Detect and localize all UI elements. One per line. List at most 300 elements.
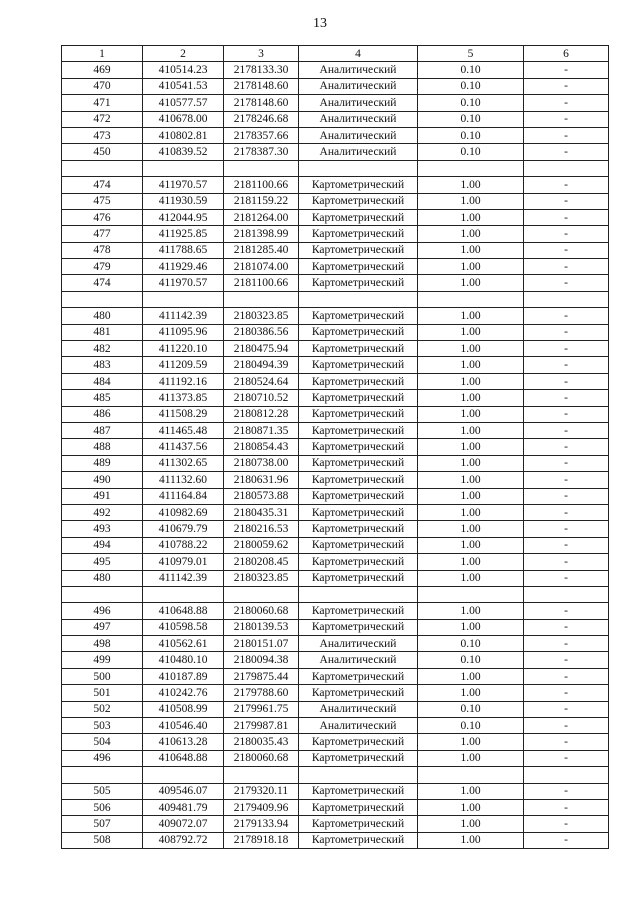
- table-cell: Картометрический: [299, 750, 418, 766]
- table-cell: [143, 767, 224, 783]
- table-cell: 408792.72: [143, 832, 224, 848]
- table-cell: 0.10: [418, 144, 524, 160]
- table-row: [62, 701, 609, 717]
- table-cell: -: [524, 832, 609, 848]
- table-cell: 410648.88: [143, 603, 224, 619]
- table-cell: 474: [62, 275, 143, 291]
- table-cell: 480: [62, 570, 143, 586]
- table-cell: 1.00: [418, 504, 524, 520]
- table-cell: 411209.59: [143, 357, 224, 373]
- table-cell: Картометрический: [299, 799, 418, 815]
- table-cell: 0.10: [418, 62, 524, 78]
- table-row: [62, 718, 609, 734]
- table-cell: 410802.81: [143, 127, 224, 143]
- table-cell: 410577.57: [143, 95, 224, 111]
- table-row: [62, 62, 609, 78]
- table-cell: [524, 767, 609, 783]
- table-cell: 1.00: [418, 259, 524, 275]
- table-cell: -: [524, 619, 609, 635]
- table-row: [62, 111, 609, 127]
- table-cell: 409072.07: [143, 816, 224, 832]
- table-cell: 2180323.85: [224, 308, 299, 324]
- table-row: [62, 209, 609, 225]
- table-row: [62, 193, 609, 209]
- table-cell: 2180631.96: [224, 472, 299, 488]
- table-cell: -: [524, 111, 609, 127]
- table-cell: 492: [62, 504, 143, 520]
- table-cell: 2181100.66: [224, 275, 299, 291]
- table-cell: -: [524, 521, 609, 537]
- table-row: [62, 160, 609, 176]
- table-row: [62, 750, 609, 766]
- table-cell: -: [524, 636, 609, 652]
- table-cell: -: [524, 701, 609, 717]
- table-row: [62, 422, 609, 438]
- table-cell: 0.10: [418, 127, 524, 143]
- table-cell: 498: [62, 636, 143, 652]
- table-cell: 2180812.28: [224, 406, 299, 422]
- table-cell: 473: [62, 127, 143, 143]
- table-row: [62, 95, 609, 111]
- table-cell: 496: [62, 603, 143, 619]
- table-cell: 497: [62, 619, 143, 635]
- table-cell: 508: [62, 832, 143, 848]
- table-cell: -: [524, 734, 609, 750]
- table-cell: Картометрический: [299, 324, 418, 340]
- table-cell: 411929.46: [143, 259, 224, 275]
- table-cell: 479: [62, 259, 143, 275]
- table-cell: 2180854.43: [224, 439, 299, 455]
- table-cell: 1.00: [418, 488, 524, 504]
- table-cell: 1.00: [418, 242, 524, 258]
- table-cell: 1.00: [418, 422, 524, 438]
- table-row: [62, 537, 609, 553]
- header-cell: 6: [524, 46, 609, 62]
- table-cell: 411192.16: [143, 373, 224, 389]
- table-cell: Картометрический: [299, 259, 418, 275]
- table-cell: 488: [62, 439, 143, 455]
- table-cell: 2179961.75: [224, 701, 299, 717]
- table-row: [62, 668, 609, 684]
- table-cell: 1.00: [418, 521, 524, 537]
- table-cell: 410788.22: [143, 537, 224, 553]
- table-cell: 1.00: [418, 357, 524, 373]
- table-cell: 410679.79: [143, 521, 224, 537]
- table-cell: 1.00: [418, 554, 524, 570]
- table-row: [62, 259, 609, 275]
- table-cell: 500: [62, 668, 143, 684]
- table-cell: 478: [62, 242, 143, 258]
- table-cell: 409481.79: [143, 799, 224, 815]
- table-cell: 411788.65: [143, 242, 224, 258]
- table-cell: 411970.57: [143, 275, 224, 291]
- table-cell: 499: [62, 652, 143, 668]
- table-cell: 1.00: [418, 537, 524, 553]
- table-cell: 505: [62, 783, 143, 799]
- table-cell: Картометрический: [299, 357, 418, 373]
- table-cell: Картометрический: [299, 242, 418, 258]
- table-cell: Картометрический: [299, 488, 418, 504]
- table-cell: -: [524, 341, 609, 357]
- table-cell: -: [524, 144, 609, 160]
- table-row: [62, 226, 609, 242]
- table-cell: 2178148.60: [224, 95, 299, 111]
- table-cell: -: [524, 209, 609, 225]
- table-cell: 1.00: [418, 308, 524, 324]
- table-cell: Аналитический: [299, 95, 418, 111]
- table-cell: 470: [62, 78, 143, 94]
- table-cell: -: [524, 685, 609, 701]
- table-row: [62, 127, 609, 143]
- table-cell: Картометрический: [299, 472, 418, 488]
- table-cell: -: [524, 488, 609, 504]
- table-cell: 411930.59: [143, 193, 224, 209]
- table-cell: 1.00: [418, 668, 524, 684]
- table-row: [62, 390, 609, 406]
- table-cell: 1.00: [418, 193, 524, 209]
- table-row: [62, 472, 609, 488]
- table-cell: 2180208.45: [224, 554, 299, 570]
- table-cell: 410613.28: [143, 734, 224, 750]
- table-cell: [224, 160, 299, 176]
- table-cell: Картометрический: [299, 406, 418, 422]
- table-cell: 411142.39: [143, 570, 224, 586]
- table-cell: 471: [62, 95, 143, 111]
- table-cell: -: [524, 718, 609, 734]
- table-cell: 1.00: [418, 619, 524, 635]
- table-cell: 2179133.94: [224, 816, 299, 832]
- table-cell: -: [524, 799, 609, 815]
- table-cell: 1.00: [418, 799, 524, 815]
- table-cell: 2181285.40: [224, 242, 299, 258]
- table-cell: 1.00: [418, 750, 524, 766]
- table-cell: 504: [62, 734, 143, 750]
- table-cell: Картометрический: [299, 439, 418, 455]
- table-cell: [143, 291, 224, 307]
- header-cell: 2: [143, 46, 224, 62]
- table-cell: -: [524, 816, 609, 832]
- table-row: [62, 521, 609, 537]
- table-cell: Картометрический: [299, 537, 418, 553]
- table-cell: 411508.29: [143, 406, 224, 422]
- table-cell: 1.00: [418, 816, 524, 832]
- table-row: [62, 734, 609, 750]
- table-cell: -: [524, 472, 609, 488]
- table-cell: 410508.99: [143, 701, 224, 717]
- table-cell: [299, 767, 418, 783]
- table-cell: Аналитический: [299, 144, 418, 160]
- table-cell: -: [524, 226, 609, 242]
- table-cell: Картометрический: [299, 619, 418, 635]
- table-body: [62, 46, 609, 849]
- table-cell: 1.00: [418, 209, 524, 225]
- table-cell: 2180323.85: [224, 570, 299, 586]
- table-cell: 1.00: [418, 226, 524, 242]
- table-cell: 2179987.81: [224, 718, 299, 734]
- table-row: [62, 406, 609, 422]
- table-cell: 2180060.68: [224, 750, 299, 766]
- table-cell: 410242.76: [143, 685, 224, 701]
- table-cell: -: [524, 373, 609, 389]
- table-cell: 2179409.96: [224, 799, 299, 815]
- table-cell: [62, 586, 143, 602]
- table-cell: 502: [62, 701, 143, 717]
- header-cell: 5: [418, 46, 524, 62]
- table-cell: 411164.84: [143, 488, 224, 504]
- table-cell: 1.00: [418, 472, 524, 488]
- table-cell: 485: [62, 390, 143, 406]
- table-cell: 482: [62, 341, 143, 357]
- table-cell: 490: [62, 472, 143, 488]
- table-cell: Картометрический: [299, 177, 418, 193]
- table-cell: 412044.95: [143, 209, 224, 225]
- table-cell: 411095.96: [143, 324, 224, 340]
- table-cell: 1.00: [418, 734, 524, 750]
- table-cell: [299, 160, 418, 176]
- table-cell: 450: [62, 144, 143, 160]
- table-cell: -: [524, 750, 609, 766]
- table-cell: 0.10: [418, 78, 524, 94]
- coordinates-table: [61, 45, 609, 849]
- table-cell: 484: [62, 373, 143, 389]
- table-cell: 477: [62, 226, 143, 242]
- table-cell: 2180151.07: [224, 636, 299, 652]
- table-cell: 493: [62, 521, 143, 537]
- table-cell: [418, 291, 524, 307]
- table-cell: 411925.85: [143, 226, 224, 242]
- table-cell: Картометрический: [299, 668, 418, 684]
- table-row: [62, 832, 609, 848]
- table-row: [62, 341, 609, 357]
- table-cell: 2178133.30: [224, 62, 299, 78]
- table-row: [62, 652, 609, 668]
- table-row: [62, 554, 609, 570]
- table-cell: 1.00: [418, 439, 524, 455]
- table-cell: 409546.07: [143, 783, 224, 799]
- table-cell: Картометрический: [299, 390, 418, 406]
- table-cell: Картометрический: [299, 455, 418, 471]
- table-cell: 410678.00: [143, 111, 224, 127]
- table-cell: 2180475.94: [224, 341, 299, 357]
- table-cell: 2180710.52: [224, 390, 299, 406]
- table-row: [62, 488, 609, 504]
- table-cell: 472: [62, 111, 143, 127]
- table-cell: 486: [62, 406, 143, 422]
- table-cell: [524, 586, 609, 602]
- table-cell: 2178357.66: [224, 127, 299, 143]
- table-cell: 2180216.53: [224, 521, 299, 537]
- table-cell: -: [524, 603, 609, 619]
- table-cell: 410648.88: [143, 750, 224, 766]
- table-cell: [62, 767, 143, 783]
- table-cell: 1.00: [418, 177, 524, 193]
- table-cell: 0.10: [418, 718, 524, 734]
- table-cell: Картометрический: [299, 275, 418, 291]
- table-cell: 411437.56: [143, 439, 224, 455]
- table-cell: 0.10: [418, 701, 524, 717]
- table-cell: 2180573.88: [224, 488, 299, 504]
- table-cell: [62, 160, 143, 176]
- table-cell: [224, 291, 299, 307]
- table-cell: 2179875.44: [224, 668, 299, 684]
- table-cell: 2179788.60: [224, 685, 299, 701]
- table-cell: -: [524, 406, 609, 422]
- table-cell: -: [524, 422, 609, 438]
- table-cell: -: [524, 127, 609, 143]
- table-cell: [224, 586, 299, 602]
- table-cell: 411373.85: [143, 390, 224, 406]
- table-row: [62, 603, 609, 619]
- table-cell: 410546.40: [143, 718, 224, 734]
- table-row: [62, 177, 609, 193]
- table-cell: [143, 586, 224, 602]
- table-cell: 0.10: [418, 111, 524, 127]
- table-cell: Картометрический: [299, 832, 418, 848]
- table-cell: -: [524, 242, 609, 258]
- table-cell: 410979.01: [143, 554, 224, 570]
- table-cell: 506: [62, 799, 143, 815]
- table-cell: 475: [62, 193, 143, 209]
- table-cell: 2181159.22: [224, 193, 299, 209]
- table-cell: 2178246.68: [224, 111, 299, 127]
- table-cell: 2178148.60: [224, 78, 299, 94]
- table-cell: [524, 160, 609, 176]
- table-cell: -: [524, 537, 609, 553]
- table-cell: 410480.10: [143, 652, 224, 668]
- table-cell: 1.00: [418, 570, 524, 586]
- table-cell: 410982.69: [143, 504, 224, 520]
- page-number: 13: [313, 16, 327, 31]
- table-cell: [299, 291, 418, 307]
- table-row: [62, 78, 609, 94]
- table-cell: -: [524, 357, 609, 373]
- table-cell: 507: [62, 816, 143, 832]
- table-cell: 1.00: [418, 341, 524, 357]
- table-cell: 496: [62, 750, 143, 766]
- table-cell: Аналитический: [299, 636, 418, 652]
- table-cell: 411465.48: [143, 422, 224, 438]
- table-cell: Картометрический: [299, 554, 418, 570]
- table-cell: 410598.58: [143, 619, 224, 635]
- table-cell: [418, 586, 524, 602]
- table-cell: Аналитический: [299, 701, 418, 717]
- table-cell: Картометрический: [299, 193, 418, 209]
- table-cell: 1.00: [418, 390, 524, 406]
- table-row: [62, 685, 609, 701]
- table-cell: [299, 586, 418, 602]
- table-cell: -: [524, 390, 609, 406]
- table-cell: 410514.23: [143, 62, 224, 78]
- table-cell: 494: [62, 537, 143, 553]
- table-cell: 487: [62, 422, 143, 438]
- table-cell: -: [524, 95, 609, 111]
- table-cell: 411132.60: [143, 472, 224, 488]
- table-cell: 1.00: [418, 832, 524, 848]
- table-cell: Картометрический: [299, 734, 418, 750]
- table-cell: Картометрический: [299, 341, 418, 357]
- table-cell: 474: [62, 177, 143, 193]
- table-cell: -: [524, 78, 609, 94]
- table-cell: 411302.65: [143, 455, 224, 471]
- table-cell: -: [524, 259, 609, 275]
- table-cell: 2181100.66: [224, 177, 299, 193]
- table-cell: -: [524, 308, 609, 324]
- table-cell: Картометрический: [299, 226, 418, 242]
- table-cell: 501: [62, 685, 143, 701]
- table-row: [62, 783, 609, 799]
- table-cell: 2180386.56: [224, 324, 299, 340]
- table-cell: 0.10: [418, 636, 524, 652]
- table-cell: 2180435.31: [224, 504, 299, 520]
- table-cell: Аналитический: [299, 127, 418, 143]
- table-cell: 2180094.38: [224, 652, 299, 668]
- table-cell: -: [524, 275, 609, 291]
- table-cell: 2181264.00: [224, 209, 299, 225]
- table-cell: 410839.52: [143, 144, 224, 160]
- table-cell: Аналитический: [299, 652, 418, 668]
- table-cell: 481: [62, 324, 143, 340]
- table-row: [62, 586, 609, 602]
- table-cell: Аналитический: [299, 718, 418, 734]
- table-cell: 0.10: [418, 652, 524, 668]
- table-cell: 491: [62, 488, 143, 504]
- table-cell: 411970.57: [143, 177, 224, 193]
- table-cell: -: [524, 324, 609, 340]
- table-cell: 489: [62, 455, 143, 471]
- table-cell: -: [524, 455, 609, 471]
- table-cell: 495: [62, 554, 143, 570]
- table-row: [62, 324, 609, 340]
- table-cell: Картометрический: [299, 685, 418, 701]
- table-cell: 1.00: [418, 373, 524, 389]
- table-cell: Картометрический: [299, 373, 418, 389]
- table-cell: 1.00: [418, 406, 524, 422]
- table-cell: Картометрический: [299, 603, 418, 619]
- table-cell: [62, 291, 143, 307]
- table-row: [62, 373, 609, 389]
- table-cell: [224, 767, 299, 783]
- table-cell: Картометрический: [299, 422, 418, 438]
- table-row: [62, 767, 609, 783]
- table-cell: 2180494.39: [224, 357, 299, 373]
- table-cell: [418, 160, 524, 176]
- table-cell: 1.00: [418, 783, 524, 799]
- table-cell: Картометрический: [299, 504, 418, 520]
- table-cell: -: [524, 668, 609, 684]
- table-row: [62, 619, 609, 635]
- table-cell: 2180035.43: [224, 734, 299, 750]
- table-cell: 410562.61: [143, 636, 224, 652]
- table-cell: 483: [62, 357, 143, 373]
- table-cell: 1.00: [418, 275, 524, 291]
- table-cell: 2180060.68: [224, 603, 299, 619]
- table-cell: 2178918.18: [224, 832, 299, 848]
- table-cell: 0.10: [418, 95, 524, 111]
- table-cell: Картометрический: [299, 308, 418, 324]
- table-cell: Картометрический: [299, 783, 418, 799]
- table-cell: [418, 767, 524, 783]
- table-row: [62, 242, 609, 258]
- table-row: [62, 636, 609, 652]
- table-cell: 476: [62, 209, 143, 225]
- table-cell: -: [524, 554, 609, 570]
- table-row: [62, 455, 609, 471]
- table-cell: 469: [62, 62, 143, 78]
- table-cell: 2180738.00: [224, 455, 299, 471]
- table-row: [62, 308, 609, 324]
- table-cell: 2181074.00: [224, 259, 299, 275]
- table-cell: -: [524, 193, 609, 209]
